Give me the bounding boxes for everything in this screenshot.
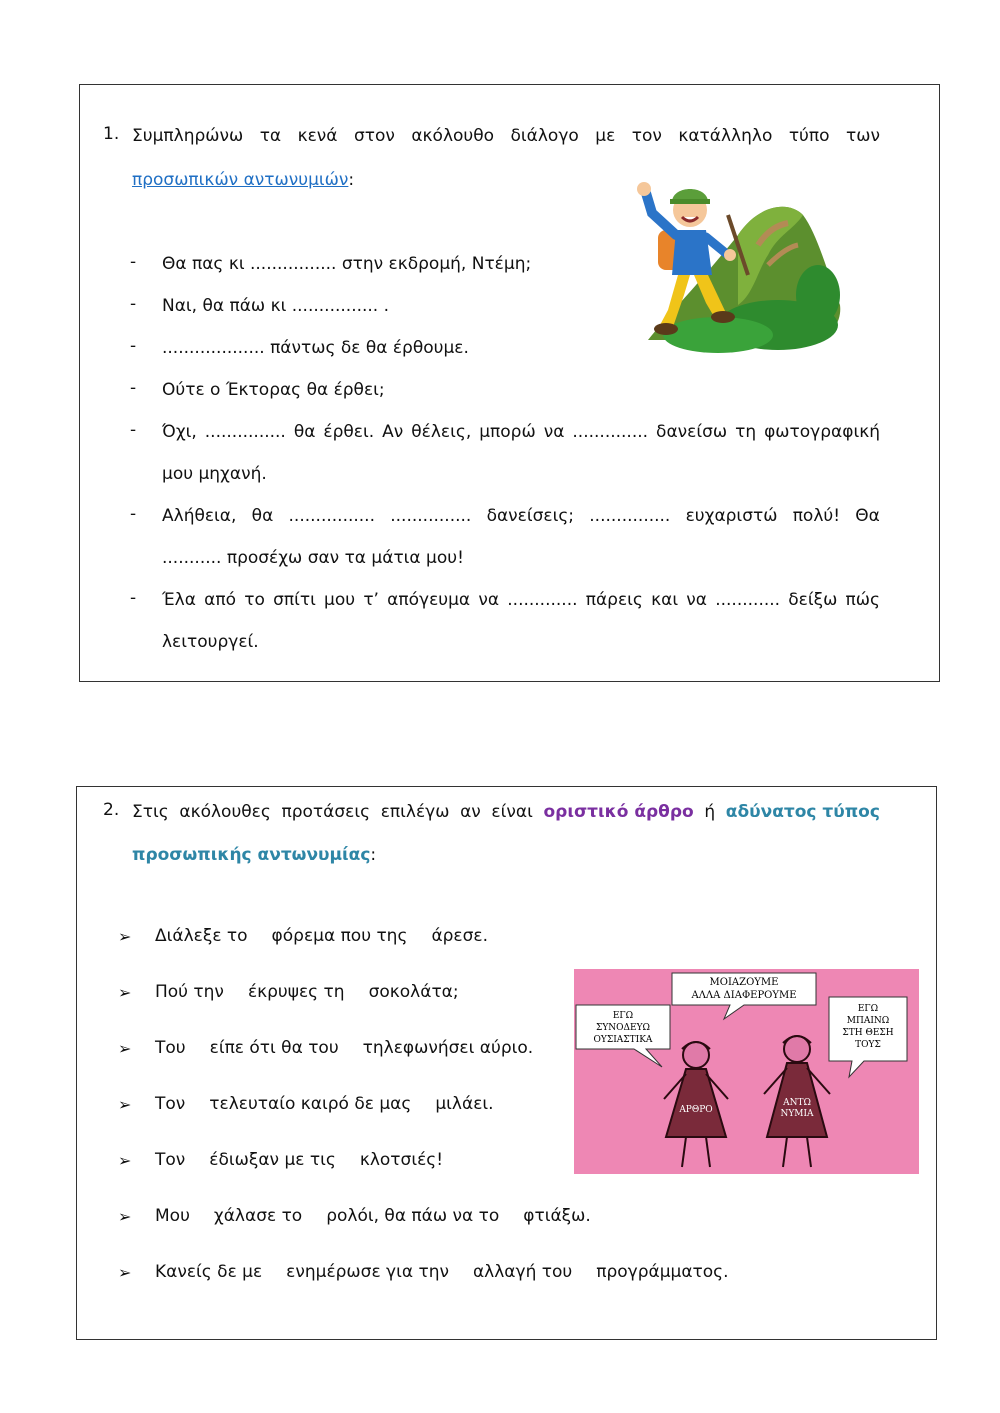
figure-right-label-line2: ΝΥΜΙΑ <box>780 1109 814 1119</box>
exercise-1-instruction <box>132 124 880 148</box>
bubble-left-line3: ΟΥΣΙΑΣΤΙΚΑ <box>593 1035 653 1045</box>
dialogue-dash: - <box>130 588 137 608</box>
dialogue-word: δανείσεις; <box>486 506 575 526</box>
sentence-part: Πού την <box>155 982 224 1002</box>
dialogue-word: πολύ! <box>792 506 841 526</box>
instruction-word: τα <box>259 126 282 146</box>
instruction-word: κατάλληλο <box>678 126 773 146</box>
sentence <box>155 982 459 1002</box>
instruction-word: επιλέγω <box>380 802 450 822</box>
exercise-2-instruction <box>132 800 880 824</box>
term-definite-article: οριστικό άρθρο <box>543 802 694 822</box>
hiker-illustration <box>628 175 842 360</box>
sentence-part: τηλεφωνήσει αύριο. <box>362 1038 534 1058</box>
bubble-center-line1: ΜΟΙΑΖΟΥΜΕ <box>709 977 779 988</box>
bubble-left-line1: ΕΓΩ <box>612 1011 634 1021</box>
sentence-part: Διάλεξε το <box>155 926 248 946</box>
sentence-part: τελευταίο καιρό δε μας <box>209 1094 412 1114</box>
sentence <box>155 926 488 946</box>
sentence-part: μιλάει. <box>435 1094 494 1114</box>
sentence-part: σοκολάτα; <box>368 982 459 1002</box>
exercise-2-number: 2. <box>103 800 120 820</box>
sentence-part: ενημέρωσε για την <box>286 1262 449 1282</box>
sentence-part: Μου <box>155 1206 190 1226</box>
figure-right-label-line1: ΑΝΤΩ <box>783 1098 811 1108</box>
sentence-part: κλοτσιές! <box>359 1150 444 1170</box>
instruction-word: ακόλουθες <box>179 802 271 822</box>
or-word: ή <box>704 802 716 822</box>
sentence-part: ρολόι, θα πάω να το <box>326 1206 500 1226</box>
sentence-part: έκρυψες τη <box>247 982 345 1002</box>
dialogue-word: ................ <box>288 506 375 526</box>
dialogue-word: ευχαριστώ <box>685 506 778 526</box>
bubble-right-line1: ΕΓΩ <box>857 1004 879 1014</box>
dialogue-line: Ούτε ο Έκτορας θα έρθει; <box>162 380 385 400</box>
dialogue-dash: - <box>130 252 137 272</box>
sentence-part: χάλασε το <box>213 1206 303 1226</box>
colon: : <box>370 845 377 865</box>
instruction-word: Στις <box>132 802 169 822</box>
dialogue-word: ............... <box>390 506 472 526</box>
dialogue-line-continuation: λειτουργεί. <box>162 632 259 652</box>
arrow-bullet-icon: ➢ <box>118 1039 132 1058</box>
instruction-word: προτάσεις <box>281 802 371 822</box>
bubble-center-line2: ΑΛΛΑ ΔΙΑΦΕΡΟΥΜΕ <box>691 990 797 1001</box>
sentence-part: έδιωξαν με τις <box>209 1150 336 1170</box>
arrow-bullet-icon: ➢ <box>118 927 132 946</box>
instruction-word: ακόλουθο <box>411 126 495 146</box>
instruction-word: κενά <box>297 126 338 146</box>
dialogue-line: Έλα από το σπίτι μου τ’ απόγευμα να ............. πάρεις και να ............ δείξω πώς <box>162 590 880 610</box>
instruction-word: Συμπληρώνω <box>132 126 244 146</box>
sentence-part: άρεσε. <box>431 926 488 946</box>
article-vs-pronoun-illustration <box>574 969 919 1174</box>
sentence-part: Τον <box>155 1150 186 1170</box>
dialogue-dash: - <box>130 420 137 440</box>
dialogue-line: Όχι, ............... θα έρθει. Αν θέλεις, μπορώ να .............. δανείσω τη φωτογραφική <box>162 422 880 442</box>
sentence <box>155 1262 729 1282</box>
sentence <box>155 1206 591 1226</box>
sentence <box>155 1038 533 1058</box>
dialogue-dash: - <box>130 294 137 314</box>
sentence-part: Τον <box>155 1094 186 1114</box>
sentence <box>155 1094 494 1114</box>
instruction-word: των <box>845 126 880 146</box>
colon: : <box>348 170 355 190</box>
sentence-part: Κανείς δε με <box>155 1262 263 1282</box>
term-weak-pronoun-line2: προσωπικής αντωνυμίας <box>132 845 371 865</box>
arrow-bullet-icon: ➢ <box>118 1095 132 1114</box>
sentence-part: Του <box>155 1038 186 1058</box>
dialogue-word: θα <box>251 506 274 526</box>
bubble-right-line2: ΜΠΑΙΝΩ <box>846 1016 890 1026</box>
instruction-word: με <box>595 126 616 146</box>
figure-left-label: ΑΡΘΡΟ <box>679 1105 713 1115</box>
exercise-2-instruction-line2 <box>132 843 376 867</box>
sentence-part: αλλαγή του <box>472 1262 573 1282</box>
dialogue-dash: - <box>130 504 137 524</box>
exercise-1-instruction-line2 <box>132 168 354 192</box>
sentence-part: είπε ότι θα του <box>209 1038 339 1058</box>
term-weak-pronoun: αδύνατος τύπος <box>725 802 880 822</box>
sentence-part: φόρεμα που της <box>271 926 408 946</box>
instruction-word: στον <box>353 126 395 146</box>
arrow-bullet-icon: ➢ <box>118 983 132 1002</box>
arrow-bullet-icon: ➢ <box>118 1151 132 1170</box>
sentence <box>155 1150 443 1170</box>
dialogue-line: ................... πάντως δε θα έρθουμε. <box>162 338 469 358</box>
bubble-right-line4: ΤΟΥΣ <box>855 1040 881 1050</box>
arrow-bullet-icon: ➢ <box>118 1263 132 1282</box>
dialogue-word: Αλήθεια, <box>162 506 237 526</box>
instruction-word: αν <box>460 802 481 822</box>
dialogue-line: Ναι, θα πάω κι ................ . <box>162 296 390 316</box>
bubble-left-line2: ΣΥΝΟΔΕΥΩ <box>595 1023 651 1033</box>
instruction-word: είναι <box>491 802 533 822</box>
instruction-word: τον <box>631 126 662 146</box>
dialogue-word: ............... <box>589 506 671 526</box>
personal-pronouns-link[interactable]: προσωπικών αντωνυμιών <box>132 170 349 190</box>
exercise-1-number: 1. <box>103 124 120 144</box>
sentence-part: προγράμματος. <box>596 1262 729 1282</box>
dialogue-dash: - <box>130 336 137 356</box>
dialogue-line <box>162 504 880 528</box>
dialogue-line-continuation: μου μηχανή. <box>162 464 267 484</box>
dialogue-word: Θα <box>855 506 880 526</box>
arrow-bullet-icon: ➢ <box>118 1207 132 1226</box>
bubble-right-line3: ΣΤΗ ΘΕΣΗ <box>842 1028 894 1038</box>
sentence-part: φτιάξω. <box>523 1206 591 1226</box>
instruction-word: τύπο <box>788 126 830 146</box>
dialogue-line-continuation: ........... προσέχω σαν τα μάτια μου! <box>162 548 464 568</box>
dialogue-dash: - <box>130 378 137 398</box>
dialogue-line: Θα πας κι ................ στην εκδρομή, Ντέμη; <box>162 254 532 274</box>
instruction-word: διάλογο <box>510 126 579 146</box>
